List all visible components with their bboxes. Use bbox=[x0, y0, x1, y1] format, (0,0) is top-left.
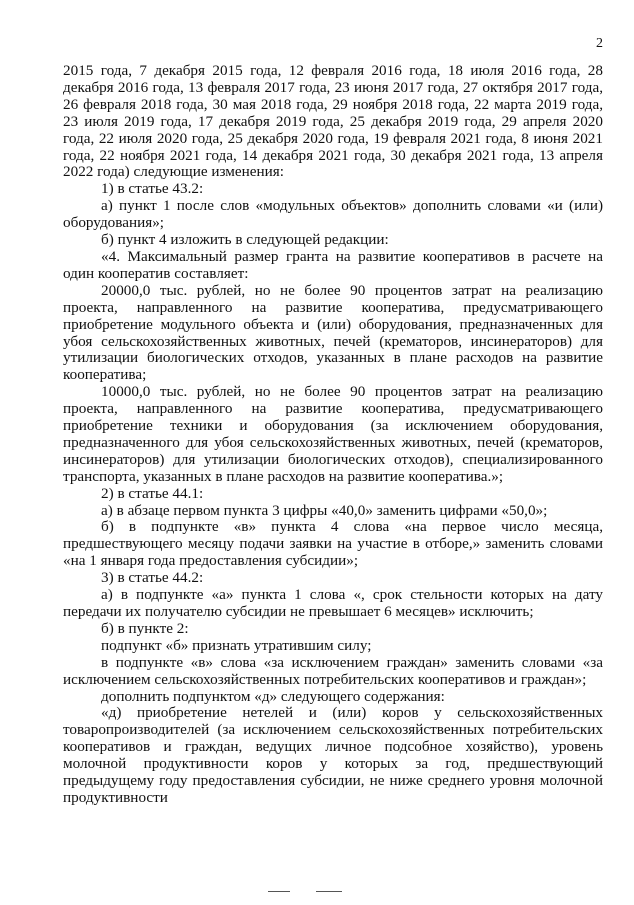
paragraph: дополнить подпунктом «д» следующего содержания: bbox=[101, 687, 445, 705]
paragraph: 2) в статье 44.1: bbox=[101, 484, 204, 502]
paragraph: «д) приобретение нетелей и (или) коров у сельскохозяйственных товаропроизводителей (за исключением сельскохозяйственных потребительских кооперативов и граждан, ведущих личное подсобное хозяйство), уровень молочной продуктивности коров у которых за год, предшествующий предыдущему году предоставления субсидии, не ниже среднего уровня молочной продуктивности bbox=[63, 704, 603, 806]
page-number: 2 bbox=[596, 36, 603, 51]
document-body bbox=[63, 63, 603, 807]
paragraph: а) в абзаце первом пункта 3 цифры «40,0» заменить цифрами «50,0»; bbox=[101, 501, 548, 519]
paragraph: а) пункт 1 после слов «модульных объектов» дополнить словами «и (или) оборудования»; bbox=[63, 197, 603, 232]
paragraph: 20000,0 тыс. рублей, но не более 90 процентов затрат на реализацию проекта, направленного на развитие кооператива, предусматривающего приобретение модульного объекта и (или) оборудования, предназначенных для убоя сельскохозяйственных животных, печей (крематоров, инсинераторов) для утилизации биологических отходов, указанных в плане расходов на развитие кооператива; bbox=[63, 281, 603, 384]
paragraph: а) в подпункте «а» пункта 1 слова «, срок стельности которых на дату передачи их получателю субсидии не превышает 6 месяцев» исключить; bbox=[63, 586, 603, 620]
paragraph: «4. Максимальный размер гранта на развитие кооперативов в расчете на один кооператив составляет: bbox=[63, 247, 603, 282]
paragraph: в подпункте «в» слова «за исключением граждан» заменить словами «за исключением сельскохозяйственных потребительских кооперативов и граждан»; bbox=[63, 653, 603, 688]
footer-mark bbox=[316, 891, 342, 892]
paragraph: б) в пункте 2: bbox=[101, 619, 189, 637]
paragraph: 3) в статье 44.2: bbox=[101, 569, 204, 587]
paragraph: б) в подпункте «в» пункта 4 слова «на первое число месяца, предшествующего месяцу подачи заявки на участие в отборе,» заменить словами «на 1 января года предоставления субсидии»; bbox=[63, 518, 603, 570]
paragraph: б) пункт 4 изложить в следующей редакции: bbox=[101, 231, 389, 249]
paragraph: 10000,0 тыс. рублей, но не более 90 процентов затрат на реализацию проекта, направленного на развитие кооператива, предусматривающего приобретение техники и оборудования (за исключением оборудования, предназначенного для убоя сельскохозяйственных животных, печей (крематоров, инсинераторов) для утилизации биологических отходов), специализированного транспорта, указанных в плане расходов на развитие кооператива.»; bbox=[63, 383, 603, 485]
paragraph: 2015 года, 7 декабря 2015 года, 12 февраля 2016 года, 18 июля 2016 года, 28 декабря 2016 года, 13 февраля 2017 года, 23 июня 2017 года, 27 октября 2017 года, 26 февраля 2018 года, 30 мая 2018 года, 29 ноября 2018 года, 22 марта 2019 года, 23 июля 2019 года, 17 декабря 2019 года, 25 декабря 2019 года, 29 апреля 2020 года, 22 июля 2020 года, 25 декабря 2020 года, 19 февраля 2021 года, 8 июня 2021 года, 22 ноября 2021 года, 14 декабря 2021 года, 30 декабря 2021 года, 13 апреля 2022 года) следующие изменения: bbox=[63, 62, 603, 181]
paragraph: подпункт «б» признать утратившим силу; bbox=[101, 636, 372, 654]
paragraph: 1) в статье 43.2: bbox=[101, 180, 204, 198]
footer-mark bbox=[268, 891, 290, 892]
